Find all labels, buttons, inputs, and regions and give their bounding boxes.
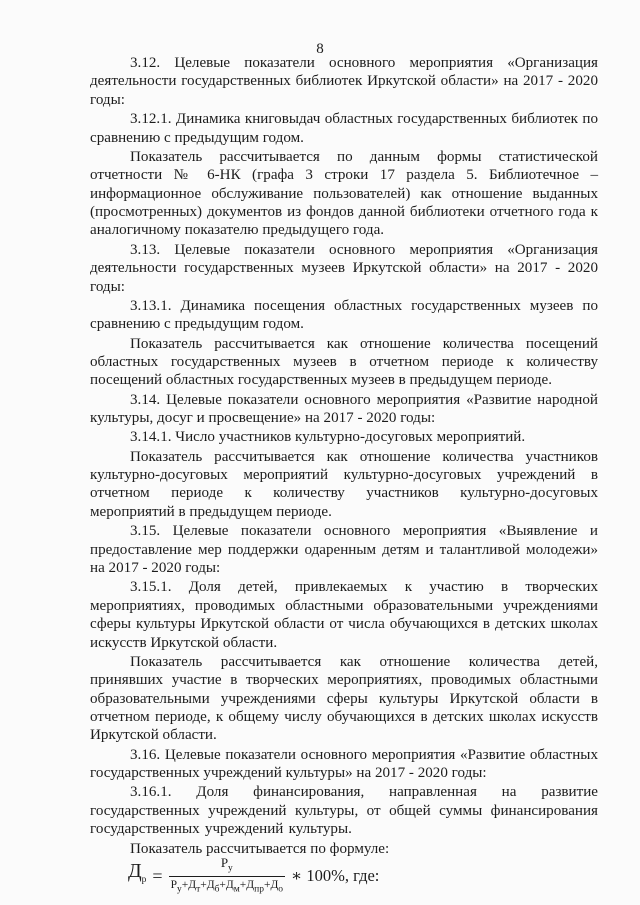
formula-equals: = [152, 865, 163, 886]
denominator-term: $+Д_м$ [219, 878, 240, 895]
paragraph-3-14: 3.14. Целевые показатели основного мероприятия «Развитие народной культуры, досуг и просвещение» на 2017 - 2020 годы: [90, 391, 598, 427]
formula-tail: ∗ 100%, где: [291, 865, 380, 885]
formula-lhs: $Д_р$ [128, 860, 147, 886]
denominator-term: $+Д_{пр}$ [239, 878, 264, 895]
formula-denominator [169, 877, 285, 896]
denominator-term: $+Д_о$ [263, 878, 284, 895]
paragraph-3-15-1: 3.15.1. Доля детей, привлекаемых к участию в творческих мероприятиях, проводимых областными образовательными учреждениями сферы культуры Иркутской области от числа обучающихся в детских школах искусств Иркутской области. [90, 579, 598, 651]
denominator-term: $+Д_б$ [200, 878, 220, 895]
paragraph-3-13: 3.13. Целевые показатели основного мероприятия «Организация деятельности государственных музеев Иркутской области» на 2017 - 2020 годы: [90, 241, 598, 295]
paragraph-indicator-method-3-15: Показатель рассчитывается как отношение количества детей, принявших участие в творческих мероприятиях, проводимых областными образовательными учреждениями сферы культуры Иркутской области в отчетном периоде, к общему числу обучающихся в детских школах искусств Иркутской области. [90, 653, 598, 744]
document-body [90, 54, 598, 896]
paragraph-3-16: 3.16. Целевые показатели основного мероприятия «Развитие областных государственных учреждений культуры» на 2017 - 2020 годы: [90, 746, 598, 782]
denominator-term: $+Д_т$ [181, 878, 201, 895]
paragraph-3-12: 3.12. Целевые показатели основного мероприятия «Организация деятельности государственных библиотек Иркутской области» на 2017 - 2020 годы: [90, 55, 598, 108]
paragraph-3-16-1: 3.16.1. Доля финансирования, направленная на развитие государственных учреждений культуры, от общей суммы финансирования государственных учреждений культуры. [90, 784, 598, 838]
formula-numerator: $Р_у$ [220, 854, 233, 874]
paragraph-indicator-method-3-14: Показатель рассчитывается как отношение количества участников культурно-досуговых мероприятий культурно-досуговых учреждений в отчетном периоде к количеству участников культурно-досуговых мероприятий в предыдущем периоде. [90, 448, 598, 520]
paragraph-3-13-1: 3.13.1. Динамика посещения областных государственных музеев по сравнению с предыдущим годом. [90, 297, 598, 333]
paragraph-3-14-1: 3.14.1. Число участников культурно-досуговых мероприятий. [130, 429, 526, 446]
paragraph-3-15: 3.15. Целевые показатели основного мероприятия «Выявление и предоставление мер поддержки одаренным детям и талантливой молодежи» на 2017 - 2020 годы: [90, 523, 598, 576]
formula-fraction [169, 856, 285, 896]
page-number: 8 [316, 41, 324, 57]
denominator-term: $Р_у$ [170, 878, 182, 895]
paragraph-indicator-method-3-12: Показатель рассчитывается по данным формы статистической отчетности № 6-НК (графа 3 строки 17 раздела 5. Библиотечное – информационное обслуживание пользователей) как отношение выданных (просмотренных) документов из фондов данной библиотеки отчетного года к аналогичному показателю предыдущего года. [90, 148, 598, 239]
paragraph-indicator-method-3-13: Показатель рассчитывается как отношение количества посещений областных государственных музеев в отчетном периоде к количеству посещений областных государственных музеев в предыдущем периоде. [90, 335, 598, 389]
paragraph-3-12-1: 3.12.1. Динамика книговыдач областных государственных библиотек по сравнению с предыдущим годом. [90, 111, 598, 146]
formula-label: Показатель рассчитывается по формуле: [130, 840, 390, 857]
formula [128, 856, 598, 896]
